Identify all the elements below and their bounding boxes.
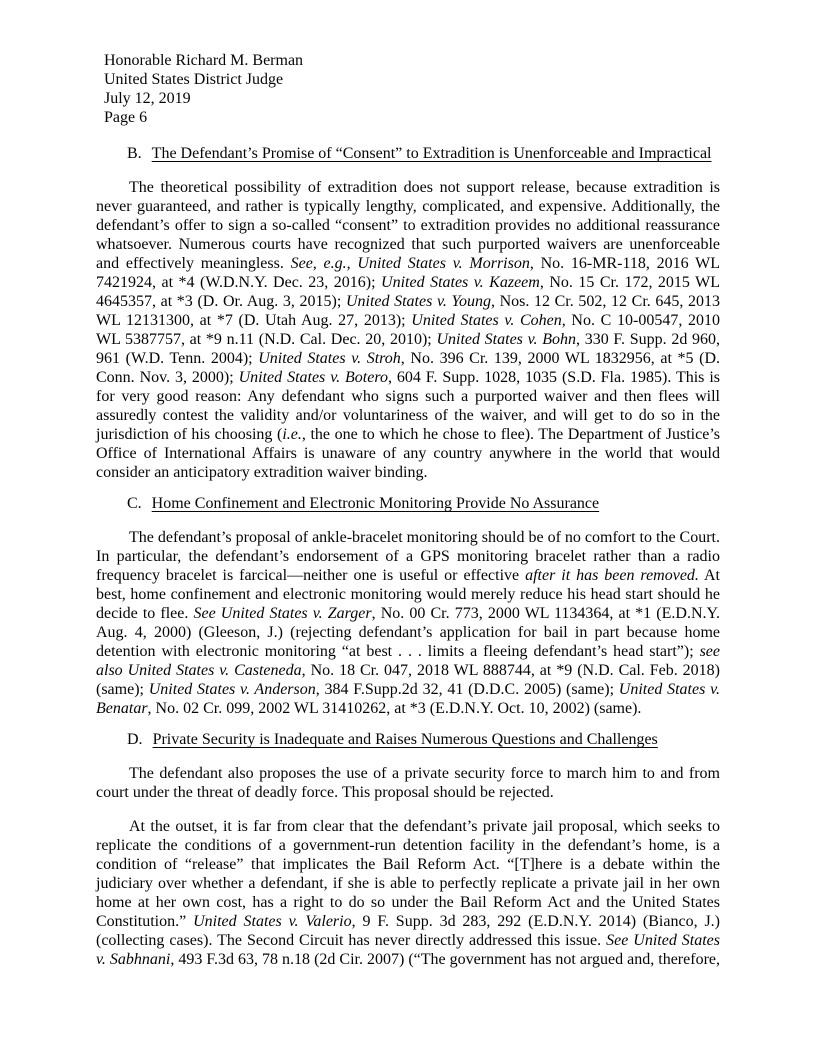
section-letter: B. bbox=[127, 145, 142, 162]
header-line: July 12, 2019 bbox=[104, 90, 191, 107]
section-title: Home Confinement and Electronic Monitoring Provide No Assurance bbox=[151, 495, 600, 512]
text-run-italic: See United States v. Sabhnani bbox=[96, 932, 720, 968]
section-heading bbox=[96, 144, 720, 163]
section-heading bbox=[96, 494, 720, 513]
letter-header bbox=[104, 51, 720, 127]
text-run: , No. 00 Cr. 773, 2000 WL 1134364, at *1 (E.D.N.Y. Aug. 4, 2000) (Gleeson, J.) (rejecting defendant’s application for bail in part because home detention with electronic monitoring “at best . . . limits a fleeing defendant’s head start”); bbox=[96, 605, 720, 660]
text-run-italic: United States v. Cohen bbox=[411, 312, 562, 329]
section-letter: C. bbox=[127, 495, 142, 512]
text-run: , No. C 10-00547, 2010 WL 5387757, at *9 n.11 (N.D. Cal. Dec. 20, 2010); bbox=[96, 312, 720, 348]
text-run-italic: see also United States v. Casteneda bbox=[96, 643, 720, 679]
text-run-italic: United States v. Young bbox=[345, 293, 491, 310]
section-title: The Defendant’s Promise of “Consent” to Extradition is Unenforceable and Impractical bbox=[151, 145, 712, 162]
text-run-italic: United States v. Kazeem bbox=[381, 274, 540, 291]
text-run-italic: United States v. Stroh bbox=[258, 350, 401, 367]
text-run: The defendant’s proposal of ankle-bracelet monitoring should be of no comfort to the Court. In particular, the defendant’s endorsement of a GPS monitoring bracelet rather than a radio frequency bracelet is farcical—neither one is useful or effective bbox=[96, 529, 720, 584]
text-run: , No. 18 Cr. 047, 2018 WL 888744, at *9 (N.D. Cal. Feb. 2018) (same); bbox=[96, 662, 720, 698]
text-run-italic: United States v. Botero bbox=[238, 369, 388, 386]
text-run: , No. 396 Cr. 139, 2000 WL 1832956, at *5 (D. Conn. Nov. 3, 2000); bbox=[96, 350, 720, 386]
text-run: , the one to which he chose to flee). The Department of Justice’s Office of International Affairs is unaware of any country anywhere in the world that would consider an anticipatory extradition waiver binding. bbox=[96, 426, 721, 481]
body-paragraph bbox=[96, 817, 720, 969]
text-run-italic: See United States v. Zarger bbox=[193, 605, 372, 622]
section-heading bbox=[96, 730, 720, 749]
body-paragraph bbox=[96, 178, 720, 482]
text-run: The defendant also proposes the use of a private security force to march him to and from court under the threat of deadly force. This proposal should be rejected. bbox=[96, 765, 720, 801]
text-run: , 493 F.3d 63, 78 n.18 (2d Cir. 2007) (“The government has not argued and, therefore, bbox=[170, 951, 720, 968]
text-run: , No. 15 Cr. 172, 2015 WL 4645357, at *3 (D. Or. Aug. 3, 2015); bbox=[96, 274, 720, 310]
body-paragraph bbox=[96, 528, 720, 718]
text-run-italic: United States v. Bohn bbox=[436, 331, 576, 348]
header-line: Page 6 bbox=[104, 109, 148, 126]
text-run: , No. 02 Cr. 099, 2002 WL 31410262, at *3 (E.D.N.Y. Oct. 10, 2002) (same). bbox=[147, 700, 642, 717]
text-run: , 384 F.Supp.2d 32, 41 (D.D.C. 2005) (same); bbox=[315, 681, 619, 698]
text-run-italic: i.e. bbox=[282, 426, 302, 443]
header-line: Honorable Richard M. Berman bbox=[104, 52, 304, 69]
text-run: , 330 F. Supp. 2d 960, 961 (W.D. Tenn. 2004); bbox=[96, 331, 721, 367]
text-run-italic: United States v. Benatar bbox=[96, 681, 721, 717]
text-run-italic: See, e.g., United States v. Morrison bbox=[290, 255, 530, 272]
text-run-italic: United States v. Valerio bbox=[193, 913, 352, 930]
header-line: United States District Judge bbox=[104, 71, 284, 88]
text-run: , 604 F. Supp. 1028, 1035 (S.D. Fla. 1985). This is for very good reason: Any defendant who signs such a purported waiver and then flees will assuredly contest the validity and/or voluntariness of the waiver, and will get to do so in the jurisdiction of his choosing ( bbox=[96, 369, 720, 443]
text-run: At the outset, it is far from clear that the defendant’s private jail proposal, which seeks to replicate the conditions of a government-run detention facility in the defendant’s home, is a condition of “release” that implicates the Bail Reform Act. “[T]here is a debate within the judiciary over whether a defendant, if she is able to perfectly replicate a private jail in her own home at her own cost, has a right to do so under the Bail Reform Act and the United States Constitution.” bbox=[96, 818, 720, 930]
text-run: , No. 16-MR-118, 2016 WL 7421924, at *4 (W.D.N.Y. Dec. 23, 2016); bbox=[96, 255, 720, 291]
document-body bbox=[96, 144, 720, 969]
body-paragraph bbox=[96, 764, 720, 802]
text-run: , 9 F. Supp. 3d 283, 292 (E.D.N.Y. 2014) (Bianco, J.) (collecting cases). The Second Circuit has never directly addressed this issue. bbox=[96, 913, 720, 949]
text-run-italic: after it has been removed. bbox=[525, 567, 699, 584]
text-run: At best, home confinement and electronic monitoring would merely reduce his head start should he decide to flee. bbox=[96, 567, 720, 622]
text-run: , Nos. 12 Cr. 502, 12 Cr. 645, 2013 WL 12131300, at *7 (D. Utah Aug. 27, 2013); bbox=[96, 293, 721, 329]
text-run-italic: United States v. Anderson bbox=[148, 681, 316, 698]
section-letter: D. bbox=[127, 731, 143, 748]
text-run: The theoretical possibility of extradition does not support release, because extradition is never guaranteed, and rather is typically lengthy, complicated, and expensive. Additionally, the defendant’s offer to sign a so-called “consent” to extradition provides no additional reassurance whatsoever. Numerous courts have recognized that such purported waivers are unenforceable and effectively meaningless. bbox=[96, 179, 720, 272]
section-title: Private Security is Inadequate and Raises Numerous Questions and Challenges bbox=[152, 731, 658, 748]
